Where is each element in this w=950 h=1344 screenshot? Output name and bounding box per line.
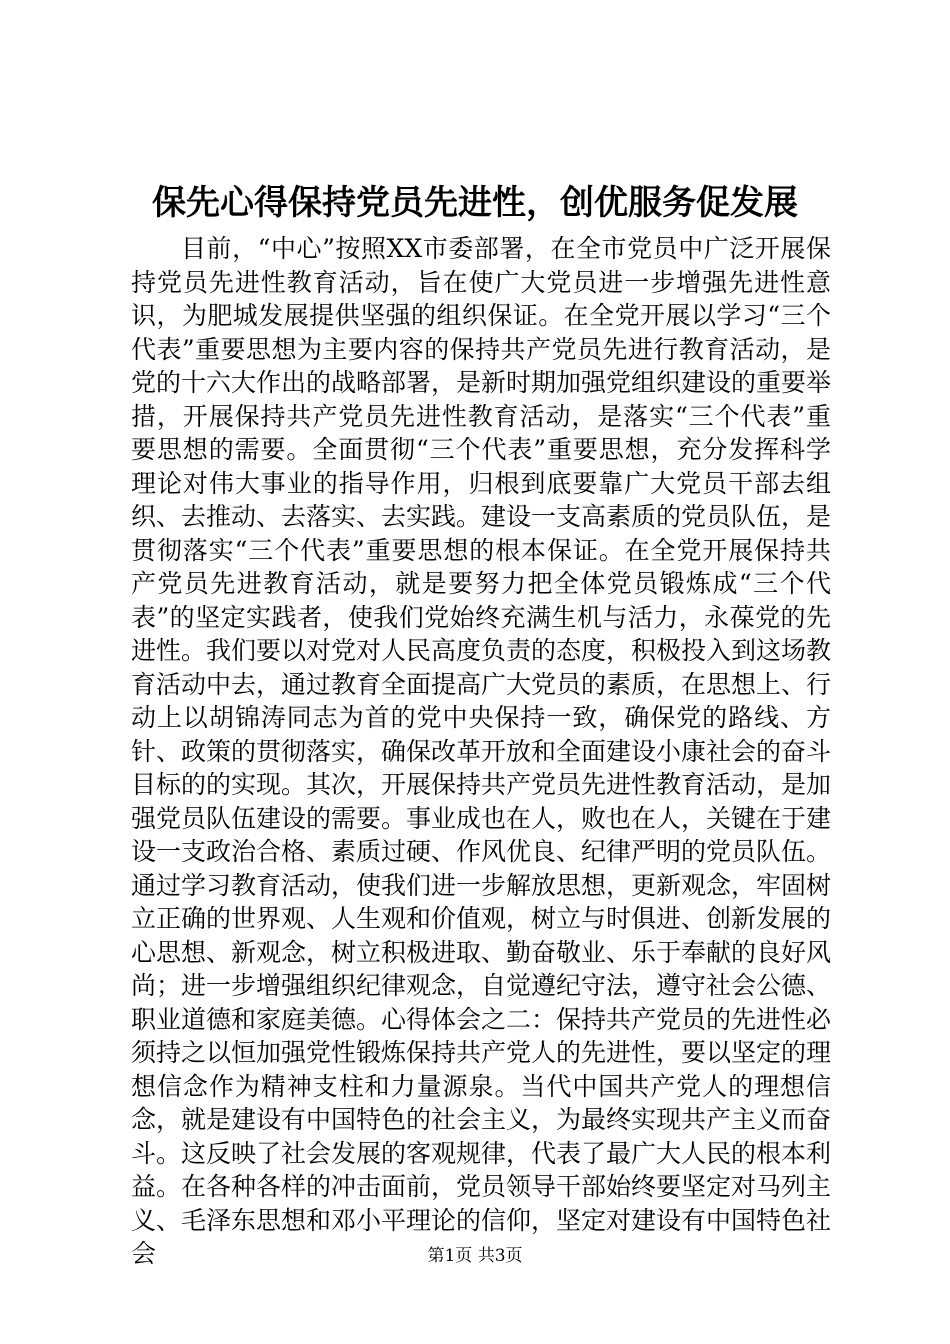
- document-body: 目前，“中心”按照XX市委部署，在全市党员中广泛开展保持党员先进性教育活动，旨在使广大党员进一步增强先进性意识，为肥城发展提供坚强的组织保证。在全党开展以学习“三个代表”重要思想为主要内容的保持共产党员先进行教育活动，是党的十六大作出的战略部署，是新时期加强党组织建设的重要举措，开展保持共产党员先进性教育活动，是落实“三个代表”重要思想的需要。全面贯彻“三个代表”重要思想，充分发挥科学理论对伟大事业的指导作用，归根到底要靠广大党员干部去组织、去推动、去落实、去实践。建设一支高素质的党员队伍，是贯彻落实“三个代表”重要思想的根本保证。在全党开展保持共产党员先进教育活动，就是要努力把全体党员锻炼成“三个代表”的坚定实践者，使我们党始终充满生机与活力，永葆党的先进性。我们要以对党对人民高度负责的态度，积极投入到这场教育活动中去，通过教育全面提高广大党员的素质，在思想上、行动上以胡锦涛同志为首的党中央保持一致，确保党的路线、方针、政策的贯彻落实，确保改革开放和全面建设小康社会的奋斗目标的的实现。其次，开展保持共产党员先进性教育活动，是加强党员队伍建设的需要。事业成也在人，败也在人，关键在于建设一支政治合格、素质过硬、作风优良、纪律严明的党员队伍。通过学习教育活动，使我们进一步解放思想，更新观念，牢固树立正确的世界观、人生观和价值观，树立与时俱进、创新发展的心思想、新观念，树立积极进取、勤奋敬业、乐于奉献的良好风尚；进一步增强组织纪律观念，自觉遵纪守法，遵守社会公德、职业道德和家庭美德。心得体会之二：保持共产党员的先进性必须持之以恒加强党性锻炼保持共产党人的先进性，要以坚定的理想信念作为精神支柱和力量源泉。当代中国共产党人的理想信念，就是建设有中国特色的社会主义，为最终实现共产主义而奋斗。这反映了社会发展的客观规律，代表了最广大人民的根本利益。在各种各样的冲击面前，党员领导干部始终要坚定对马列主义、毛泽东思想和邓小平理论的信仰，坚定对建设有中国特色社会: [131, 234, 832, 1268]
- document-title: 保先心得保持党员先进性，创优服务促发展: [152, 183, 798, 223]
- page-footer: 第1页 共3页: [427, 1246, 523, 1266]
